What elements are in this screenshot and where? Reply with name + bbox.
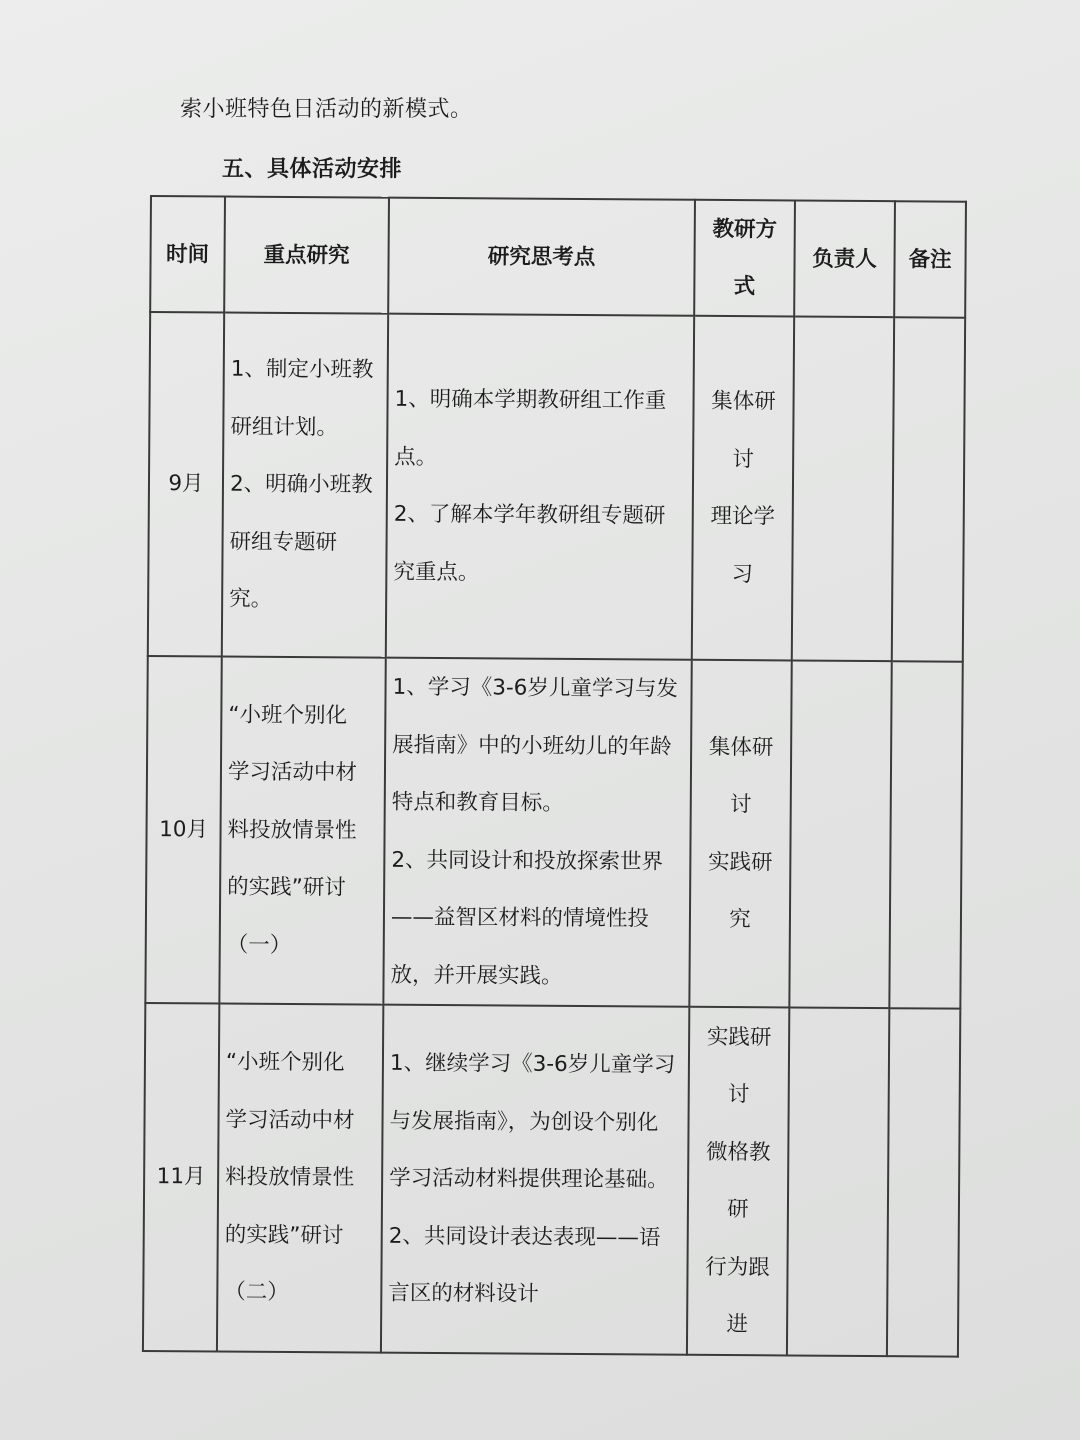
mode-line: 行为跟 <box>705 1254 770 1280</box>
month-cell: 11月 <box>143 1003 219 1352</box>
table-row <box>148 312 965 662</box>
header-time: 时间 <box>150 196 225 313</box>
mode-line: 研 <box>727 1197 749 1223</box>
focus-line: 料投放情景性 <box>225 1164 355 1191</box>
mode-cell <box>689 660 791 1008</box>
mode-line: 微格教 <box>705 1139 771 1165</box>
mode-line: 讨 <box>729 792 752 818</box>
focus-line: 学习活动中材 <box>225 1107 355 1134</box>
thinking-line: ——益智区材料的情境性投 <box>390 904 650 932</box>
thinking-cell <box>381 1005 689 1355</box>
focus-line: （一） <box>226 932 292 958</box>
focus-line: 的实践”研讨 <box>227 874 346 901</box>
month-cell: 10月 <box>145 656 221 1004</box>
mode-line: 理论学 <box>710 503 776 530</box>
thinking-line: 与发展指南》，为创设个别化 <box>389 1108 659 1136</box>
thinking-line: 言区的材料设计 <box>388 1280 539 1307</box>
mode-cell <box>692 316 794 661</box>
thinking-line: 展指南》中的小班幼儿的年龄 <box>392 732 672 760</box>
thinking-line: 学习活动材料提供理论基础。 <box>389 1165 669 1193</box>
table-header-row <box>150 196 966 318</box>
thinking-line: 1、明确本学期教研组工作重 <box>394 386 667 414</box>
thinking-line: 特点和教育目标。 <box>391 789 564 816</box>
header-notes: 备注 <box>894 201 966 317</box>
focus-line: 料投放情景性 <box>227 817 357 844</box>
mode-line: 实践研 <box>706 1024 772 1050</box>
focus-line: 学习活动中材 <box>227 759 358 786</box>
focus-line: 研组专题研究。 <box>229 529 338 613</box>
owner-cell <box>792 317 894 662</box>
focus-cell <box>217 1004 383 1353</box>
owner-cell <box>789 660 891 1008</box>
table-row <box>145 656 962 1009</box>
table-row <box>143 1003 960 1357</box>
focus-cell <box>219 657 385 1005</box>
section-heading: 五、具体活动安排 <box>222 157 403 182</box>
mode-line: 进 <box>726 1312 748 1338</box>
notes-cell <box>892 317 965 661</box>
mode-line: 集体研 <box>708 734 774 760</box>
focus-line: 研组计划。 <box>230 414 338 441</box>
thinking-line: 究重点。 <box>393 559 480 585</box>
focus-line: 的实践”研讨 <box>224 1222 344 1249</box>
focus-line: 1、制定小班教 <box>230 356 374 383</box>
focus-line: “小班个别化 <box>228 702 348 729</box>
focus-line: “小班个别化 <box>225 1049 345 1076</box>
month-cell: 9月 <box>148 312 224 657</box>
thinking-line: 2、共同设计表达表现——语 <box>388 1223 661 1251</box>
notes-cell <box>889 661 962 1008</box>
owner-cell <box>787 1007 889 1356</box>
intro-paragraph-line: 索小班特色日活动的新模式。 <box>180 97 473 122</box>
thinking-line: 1、学习《3-6岁儿童学习与发 <box>392 674 678 702</box>
mode-line: 究 <box>729 907 751 933</box>
focus-cell <box>222 313 388 658</box>
header-mode-line: 式 <box>733 274 756 300</box>
thinking-line: 点。 <box>394 444 438 470</box>
mode-line: 习 <box>731 561 754 587</box>
thinking-line: 2、共同设计和投放探索世界 <box>391 847 664 875</box>
thinking-cell <box>383 658 691 1007</box>
notes-cell <box>887 1008 960 1356</box>
thinking-cell <box>386 314 694 660</box>
header-focus: 重点研究 <box>224 197 389 314</box>
focus-line: （二） <box>224 1279 289 1306</box>
activity-schedule-table <box>142 195 967 1358</box>
mode-line: 实践研 <box>708 849 773 875</box>
mode-line: 集体研 <box>711 388 776 415</box>
header-mode <box>694 200 795 317</box>
thinking-line: 2、了解本学年教研组专题研 <box>393 501 666 529</box>
header-owner: 负责人 <box>794 201 895 318</box>
thinking-line: 放，并开展实践。 <box>390 962 563 989</box>
header-mode-line: 教研方 <box>712 216 778 243</box>
mode-cell <box>687 1007 789 1356</box>
focus-line: 2、明确小班教 <box>229 471 373 498</box>
mode-line: 讨 <box>727 1082 750 1108</box>
mode-line: 讨 <box>732 446 755 472</box>
header-thinking: 研究思考点 <box>388 198 695 316</box>
thinking-line: 1、继续学习《3-6岁儿童学习 <box>389 1050 676 1078</box>
